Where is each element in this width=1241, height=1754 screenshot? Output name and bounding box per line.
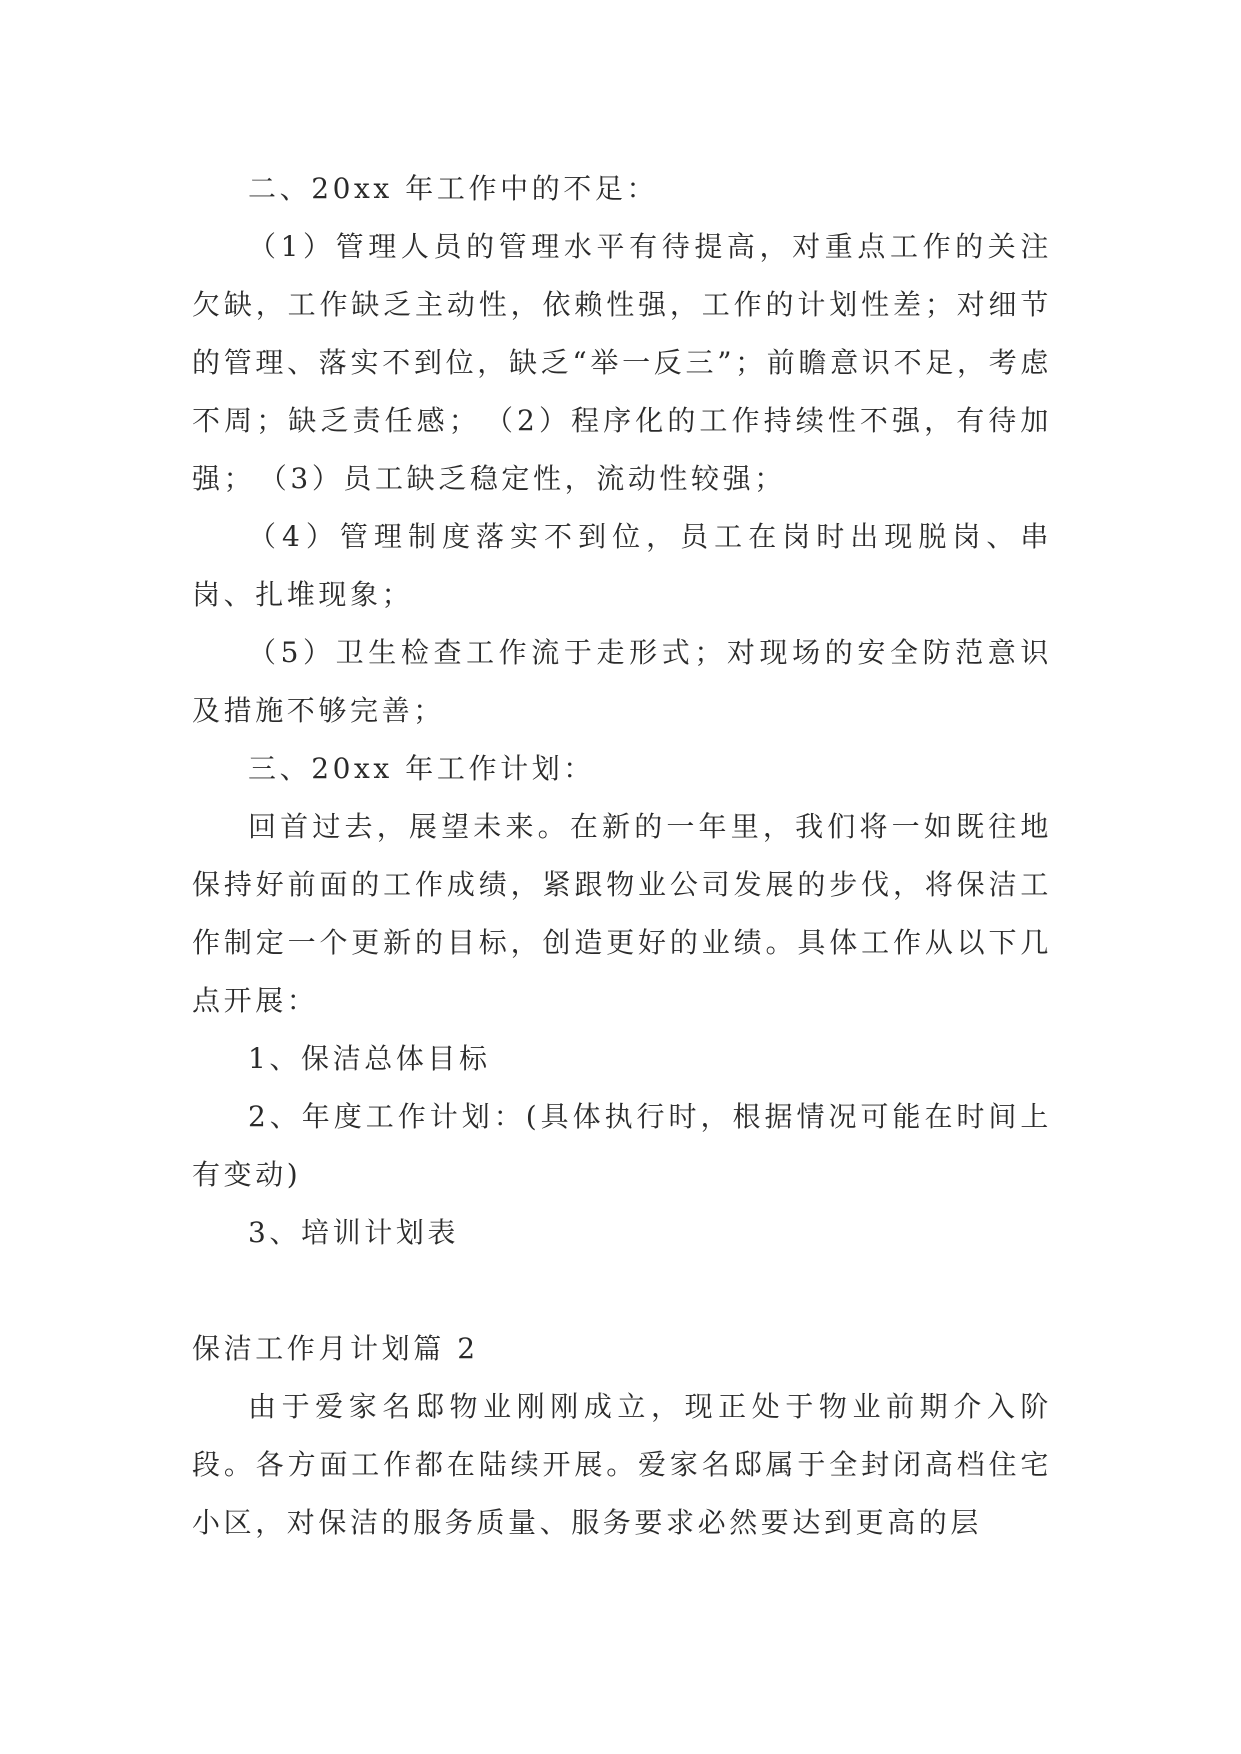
paragraph-plan-intro: 回首过去，展望未来。在新的一年里，我们将一如既往地保持好前面的工作成绩，紧跟物业公司发展的步伐，将保洁工作制定一个更新的目标，创造更好的业绩。具体工作从以下几点开展： [192, 810, 1052, 1017]
paragraph-plan-heading: 三、20xx 年工作计划： [248, 752, 595, 785]
paragraph-plan-item-2: 2、年度工作计划：(具体执行时，根据情况可能在时间上有变动) [192, 1100, 1052, 1191]
paragraph-plan-item-3: 3、培训计划表 [248, 1216, 460, 1249]
section-paragraph: 由于爱家名邸物业刚刚成立，现正处于物业前期介入阶段。各方面工作都在陆续开展。爱家名邸属于全封闭高档住宅小区，对保洁的服务质量、服务要求必然要达到更高的层 [192, 1390, 1052, 1539]
paragraph-shortcomings-5: （5）卫生检查工作流于走形式；对现场的安全防范意识及措施不够完善； [192, 636, 1052, 727]
section-heading: 保洁工作月计划篇 2 [192, 1332, 479, 1365]
paragraph-shortcomings-1-3: （1）管理人员的管理水平有待提高，对重点工作的关注欠缺，工作缺乏主动性，依赖性强，工作的计划性差；对细节的管理、落实不到位，缺乏“举一反三”；前瞻意识不足，考虑不周；缺乏责任感； （2）程序化的工作持续性不强，有待加强； （3）员工缺乏稳定性，流动性较强； [192, 230, 1052, 495]
paragraph-plan-item-1: 1、保洁总体目标 [248, 1042, 491, 1075]
paragraph-shortcomings-4: （4）管理制度落实不到位，员工在岗时出现脱岗、串岗、扎堆现象； [192, 520, 1052, 611]
document-body [192, 160, 1052, 1552]
paragraph-shortcomings-heading: 二、20xx 年工作中的不足： [248, 172, 659, 205]
